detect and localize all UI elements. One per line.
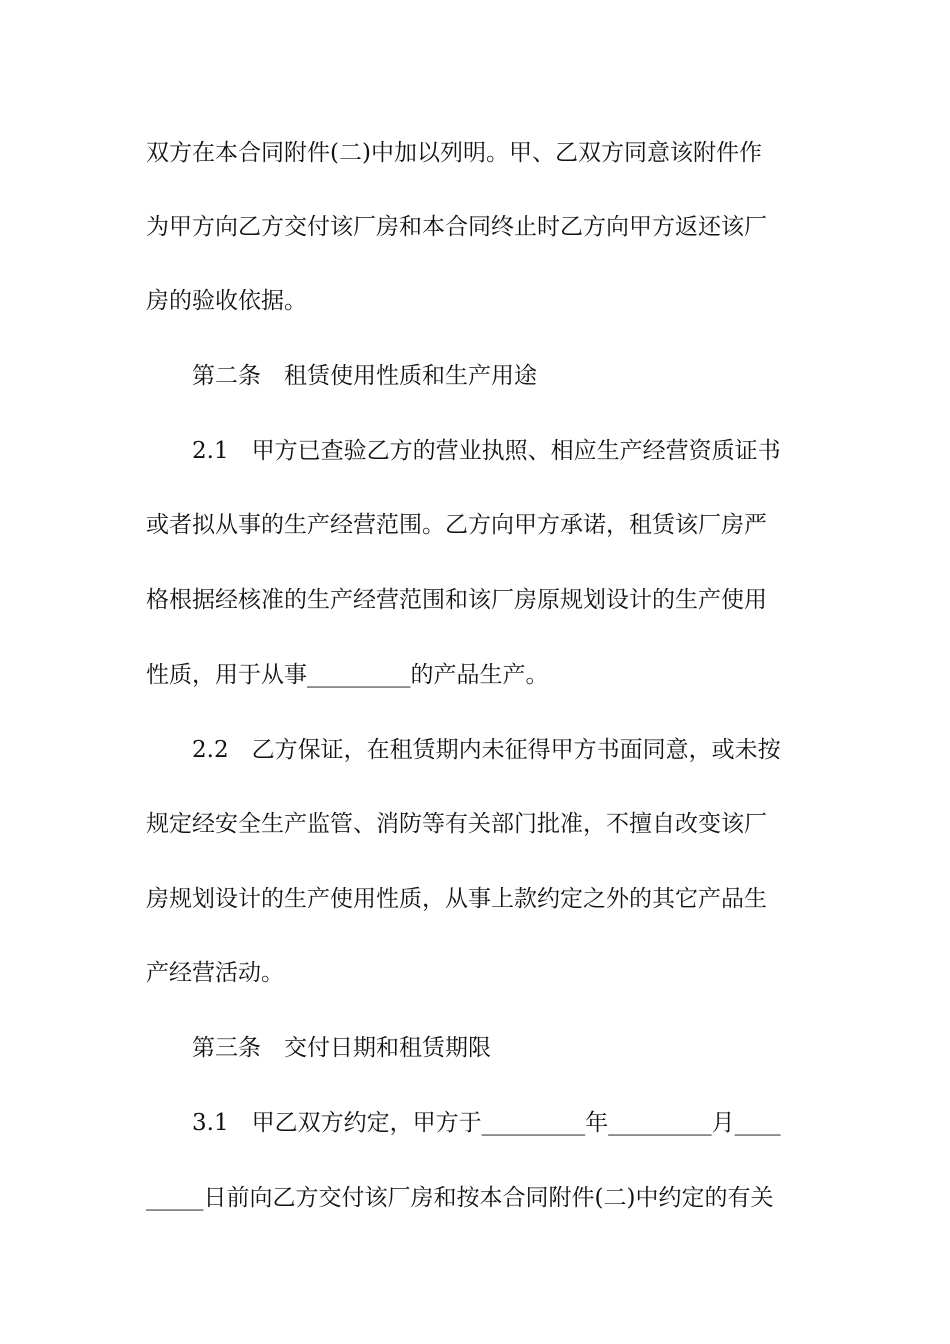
- text-line: 格根据经核准的生产经营范围和该厂房原规划设计的生产使用: [146, 587, 767, 613]
- text-line: 房的验收依据。: [146, 288, 307, 314]
- text-line: 规定经安全生产监管、消防等有关部门批准，不擅自改变该厂: [146, 811, 767, 837]
- text-line: _____日前向乙方交付该厂房和按本合同附件(二)中约定的有关: [146, 1185, 774, 1211]
- text-line: 房规划设计的生产使用性质，从事上款约定之外的其它产品生: [146, 886, 767, 912]
- text-line: 或者拟从事的生产经营范围。乙方向甲方承诺，租赁该厂房严: [146, 512, 767, 538]
- text-line: 性质，用于从事_________的产品生产。: [146, 662, 549, 688]
- text-line: 产经营活动。: [146, 960, 284, 986]
- text-line: 双方在本合同附件(二)中加以列明。甲、乙双方同意该附件作: [146, 140, 762, 166]
- clause-line: 2.1 甲方已查验乙方的营业执照、相应生产经营资质证书: [192, 438, 781, 464]
- clause-line: 3.1 甲乙双方约定，甲方于_________年_________月____: [192, 1110, 781, 1136]
- article-heading: 第三条 交付日期和租赁期限: [192, 1035, 491, 1061]
- clause-line: 2.2 乙方保证，在租赁期内未征得甲方书面同意，或未按: [192, 737, 781, 763]
- article-heading: 第二条 租赁使用性质和生产用途: [192, 363, 537, 389]
- text-line: 为甲方向乙方交付该厂房和本合同终止时乙方向甲方返还该厂: [146, 214, 767, 240]
